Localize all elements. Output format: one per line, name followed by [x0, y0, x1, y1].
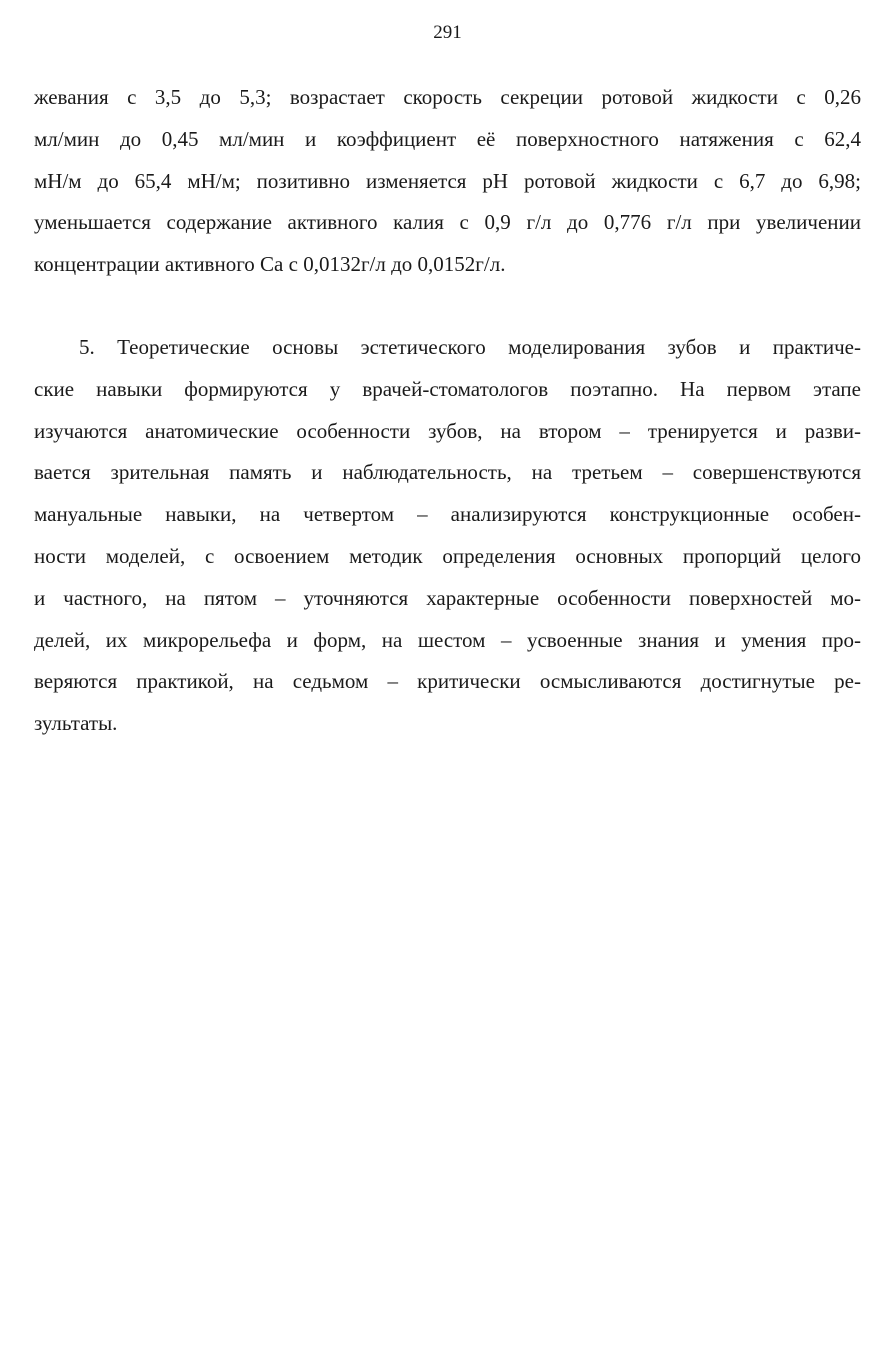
paragraph-line: изучаются анатомические особенности зубов, на втором – тренируется и разви-	[34, 418, 861, 443]
paragraph-continuation	[34, 77, 861, 286]
paragraph-line: уменьшается содержание активного калия с 0,9 г/л до 0,776 г/л при увеличении	[34, 210, 861, 235]
paragraph-line: делей, их микрорельефа и форм, на шестом – усвоенные знания и умения про-	[34, 627, 861, 652]
paragraph-line: жевания с 3,5 до 5,3; возрастает скорость секреции ротовой жидкости с 0,26	[34, 85, 861, 109]
paragraph-line: зультаты.	[34, 711, 118, 736]
paragraph-item-5	[34, 327, 861, 745]
paragraph-line: ности моделей, с освоением методик определения основных пропорций целого	[34, 543, 861, 568]
paragraph-line: и частного, на пятом – уточняются характерные особенности поверхностей мо-	[34, 585, 861, 610]
page-number: 291	[433, 22, 462, 43]
paragraph-line: вается зрительная память и наблюдательность, на третьем – совершенствуются	[34, 460, 861, 485]
paragraph-line: мануальные навыки, на четвертом – анализируются конструкционные особен-	[34, 502, 861, 527]
paragraph-line: веряются практикой, на седьмом – критически осмысливаются достигнутые ре-	[34, 669, 861, 694]
paragraph-line: 5. Теоретические основы эстетического моделирования зубов и практиче-	[79, 335, 861, 359]
paragraph-line: ские навыки формируются у врачей-стоматологов поэтапно. На первом этапе	[34, 376, 861, 401]
paragraph-line: концентрации активного Са с 0,0132г/л до 0,0152г/л.	[34, 252, 506, 277]
paragraph-line: мл/мин до 0,45 мл/мин и коэффициент её поверхностного натяжения с 62,4	[34, 126, 861, 151]
paragraph-line: мН/м до 65,4 мН/м; позитивно изменяется рН ротовой жидкости с 6,7 до 6,98;	[34, 168, 861, 193]
